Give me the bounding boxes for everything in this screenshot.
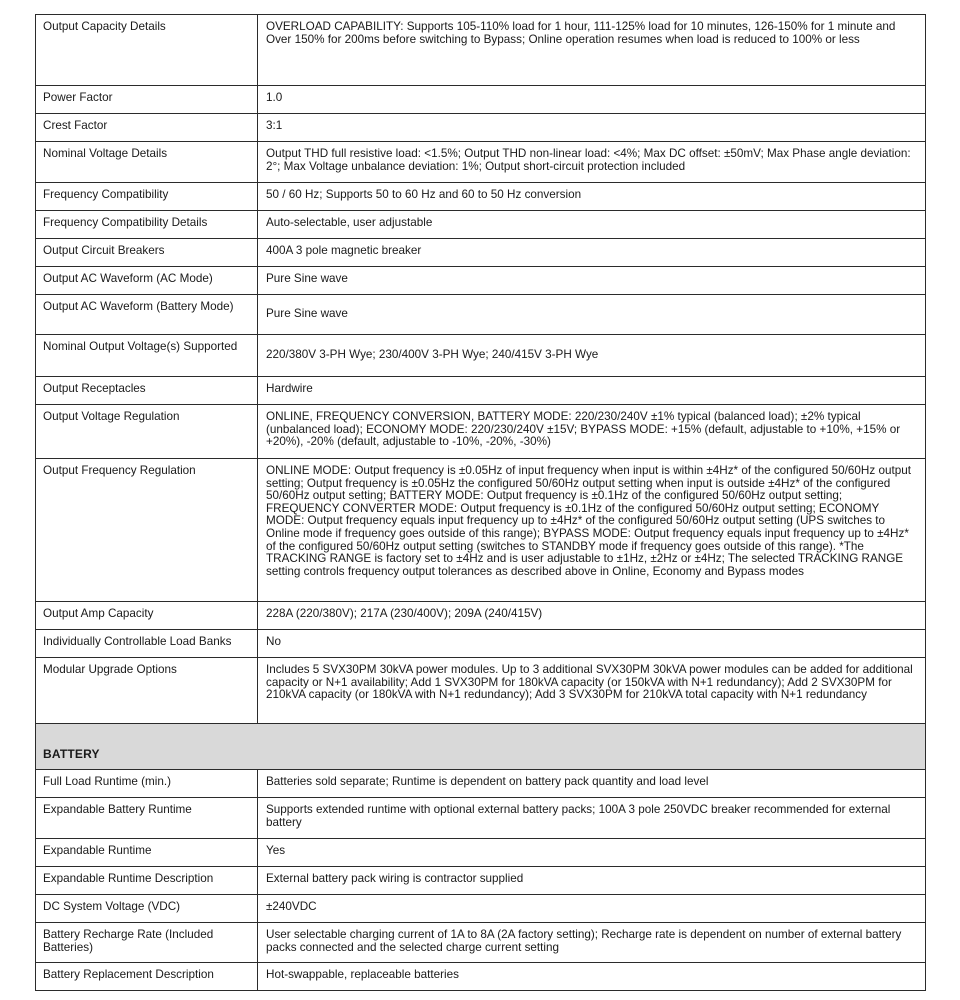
- spec-label: Nominal Output Voltage(s) Supported: [36, 335, 258, 377]
- spec-value: Hot-swappable, replaceable batteries: [258, 963, 926, 991]
- spec-label: Output AC Waveform (Battery Mode): [36, 295, 258, 335]
- spec-row-output-voltage-regulation: [36, 405, 926, 459]
- spec-value: OVERLOAD CAPABILITY: Supports 105-110% load for 1 hour, 111-125% load for 10 minutes, 126-150% for 1 minute and Over 150% for 200ms before switching to Bypass; Online operation resumes when load is reduced to 100% or less: [258, 15, 926, 86]
- spec-value: Pure Sine wave: [258, 295, 926, 335]
- spec-value: User selectable charging current of 1A to 8A (2A factory setting); Recharge rate is dependent on number of external battery packs connected and the selected charge current setting: [258, 923, 926, 963]
- spec-label: Output Capacity Details: [36, 15, 258, 86]
- spec-value: 3:1: [258, 114, 926, 142]
- spec-value: 228A (220/380V); 217A (230/400V); 209A (240/415V): [258, 602, 926, 630]
- spec-row-expandable-runtime-description: [36, 867, 926, 895]
- spec-value: Auto-selectable, user adjustable: [258, 211, 926, 239]
- spec-value: ONLINE, FREQUENCY CONVERSION, BATTERY MODE: 220/230/240V ±1% typical (balanced load); ±2% typical (unbalanced load); ECONOMY MODE: 220/230/240V ±15V; BYPASS MODE: +15% (default, adjustable to +10%, +15% or +20%), -20% (default, adjustable to -10%, -20%, -30%): [258, 405, 926, 459]
- spec-value: 50 / 60 Hz; Supports 50 to 60 Hz and 60 to 50 Hz conversion: [258, 183, 926, 211]
- spec-row-power-factor: [36, 86, 926, 114]
- spec-row-battery-recharge-rate: [36, 923, 926, 963]
- spec-value: Batteries sold separate; Runtime is dependent on battery pack quantity and load level: [258, 770, 926, 798]
- spec-value: 400A 3 pole magnetic breaker: [258, 239, 926, 267]
- spec-row-individually-controllable-load-banks: [36, 630, 926, 658]
- spec-row-nominal-voltage-details: [36, 142, 926, 183]
- spec-row-expandable-runtime: [36, 839, 926, 867]
- spec-row-output-amp-capacity: [36, 602, 926, 630]
- spec-value: Supports extended runtime with optional external battery packs; 100A 3 pole 250VDC breaker recommended for external battery: [258, 798, 926, 839]
- spec-row-nominal-output-voltages: [36, 335, 926, 377]
- spec-label: Expandable Runtime: [36, 839, 258, 867]
- spec-label: Output Voltage Regulation: [36, 405, 258, 459]
- spec-row-modular-upgrade-options: [36, 658, 926, 724]
- spec-label: Power Factor: [36, 86, 258, 114]
- spec-row-output-capacity-details: [36, 15, 926, 86]
- spec-label: Crest Factor: [36, 114, 258, 142]
- spec-row-output-circuit-breakers: [36, 239, 926, 267]
- spec-row-dc-system-voltage: [36, 895, 926, 923]
- spec-label: Individually Controllable Load Banks: [36, 630, 258, 658]
- spec-label: Expandable Battery Runtime: [36, 798, 258, 839]
- spec-value: No: [258, 630, 926, 658]
- spec-row-full-load-runtime: [36, 770, 926, 798]
- spec-label: Output Frequency Regulation: [36, 459, 258, 602]
- spec-value: Output THD full resistive load: <1.5%; Output THD non-linear load: <4%; Max DC offset: ±50mV; Max Phase angle deviation: 2°; Max Voltage unbalance deviation: 1%; Output short-circuit protection included: [258, 142, 926, 183]
- spec-label: Frequency Compatibility Details: [36, 211, 258, 239]
- spec-label: Output Circuit Breakers: [36, 239, 258, 267]
- spec-label: Output Receptacles: [36, 377, 258, 405]
- spec-label: DC System Voltage (VDC): [36, 895, 258, 923]
- spec-row-output-receptacles: [36, 377, 926, 405]
- spec-label: Expandable Runtime Description: [36, 867, 258, 895]
- spec-row-frequency-compatibility: [36, 183, 926, 211]
- spec-row-crest-factor: [36, 114, 926, 142]
- spec-value: Hardwire: [258, 377, 926, 405]
- spec-value: ONLINE MODE: Output frequency is ±0.05Hz of input frequency when input is within ±4Hz* of the configured 50/60Hz output setting; Output frequency is ±0.05Hz the configured 50/60Hz output setting when input is outside ±4Hz* of the configured 50/60Hz output setting; BATTERY MODE: Output frequency is ±0.1Hz of the configured 50/60Hz output setting; FREQUENCY CONVERTER MODE: Output frequency is ±0.1Hz of the configured 50/60Hz output setting; ECONOMY MODE: Output frequency equals input frequency up to ±4Hz* of the configured 50/60Hz output setting (UPS switches to Online mode if frequency goes outside of this range); BYPASS MODE: Output frequency equals input frequency up to ±4Hz* of the configured 50/60Hz output setting (switches to STANDBY mode if frequency goes outside of this range). *The TRACKING RANGE is factory set to ±4Hz and is user adjustable to ±1Hz, ±2Hz or ±4Hz; The selected TRACKING RANGE setting controls frequency output tolerances as described above in Online, Economy and Bypass modes: [258, 459, 926, 602]
- spec-label: Output Amp Capacity: [36, 602, 258, 630]
- spec-value: 1.0: [258, 86, 926, 114]
- spec-label: Battery Recharge Rate (Included Batteries): [36, 923, 258, 963]
- section-heading: BATTERY: [36, 724, 926, 770]
- spec-row-output-frequency-regulation: [36, 459, 926, 602]
- spec-label: Full Load Runtime (min.): [36, 770, 258, 798]
- spec-row-frequency-compatibility-details: [36, 211, 926, 239]
- spec-label: Nominal Voltage Details: [36, 142, 258, 183]
- spec-row-output-ac-waveform-battery-mode: [36, 295, 926, 335]
- spec-value: External battery pack wiring is contractor supplied: [258, 867, 926, 895]
- spec-label: Battery Replacement Description: [36, 963, 258, 991]
- spec-row-expandable-battery-runtime: [36, 798, 926, 839]
- spec-row-battery-replacement-description: [36, 963, 926, 991]
- spec-table: [35, 14, 926, 991]
- spec-value: Yes: [258, 839, 926, 867]
- spec-row-output-ac-waveform-ac-mode: [36, 267, 926, 295]
- spec-value: Pure Sine wave: [258, 267, 926, 295]
- spec-value: ±240VDC: [258, 895, 926, 923]
- spec-label: Modular Upgrade Options: [36, 658, 258, 724]
- spec-value: 220/380V 3-PH Wye; 230/400V 3-PH Wye; 240/415V 3-PH Wye: [258, 335, 926, 377]
- spec-label: Output AC Waveform (AC Mode): [36, 267, 258, 295]
- spec-label: Frequency Compatibility: [36, 183, 258, 211]
- spec-value: Includes 5 SVX30PM 30kVA power modules. Up to 3 additional SVX30PM 30kVA power modules can be added for additional capacity or N+1 availability; Add 1 SVX30PM for 180kVA capacity (or 150kVA with N+1 redundancy); Add 2 SVX30PM for 210kVA capacity (or 180kVA with N+1 redundancy); Add 3 SVX30PM for 210kVA total capacity with N+1 redundancy: [258, 658, 926, 724]
- section-header-battery: [36, 724, 926, 770]
